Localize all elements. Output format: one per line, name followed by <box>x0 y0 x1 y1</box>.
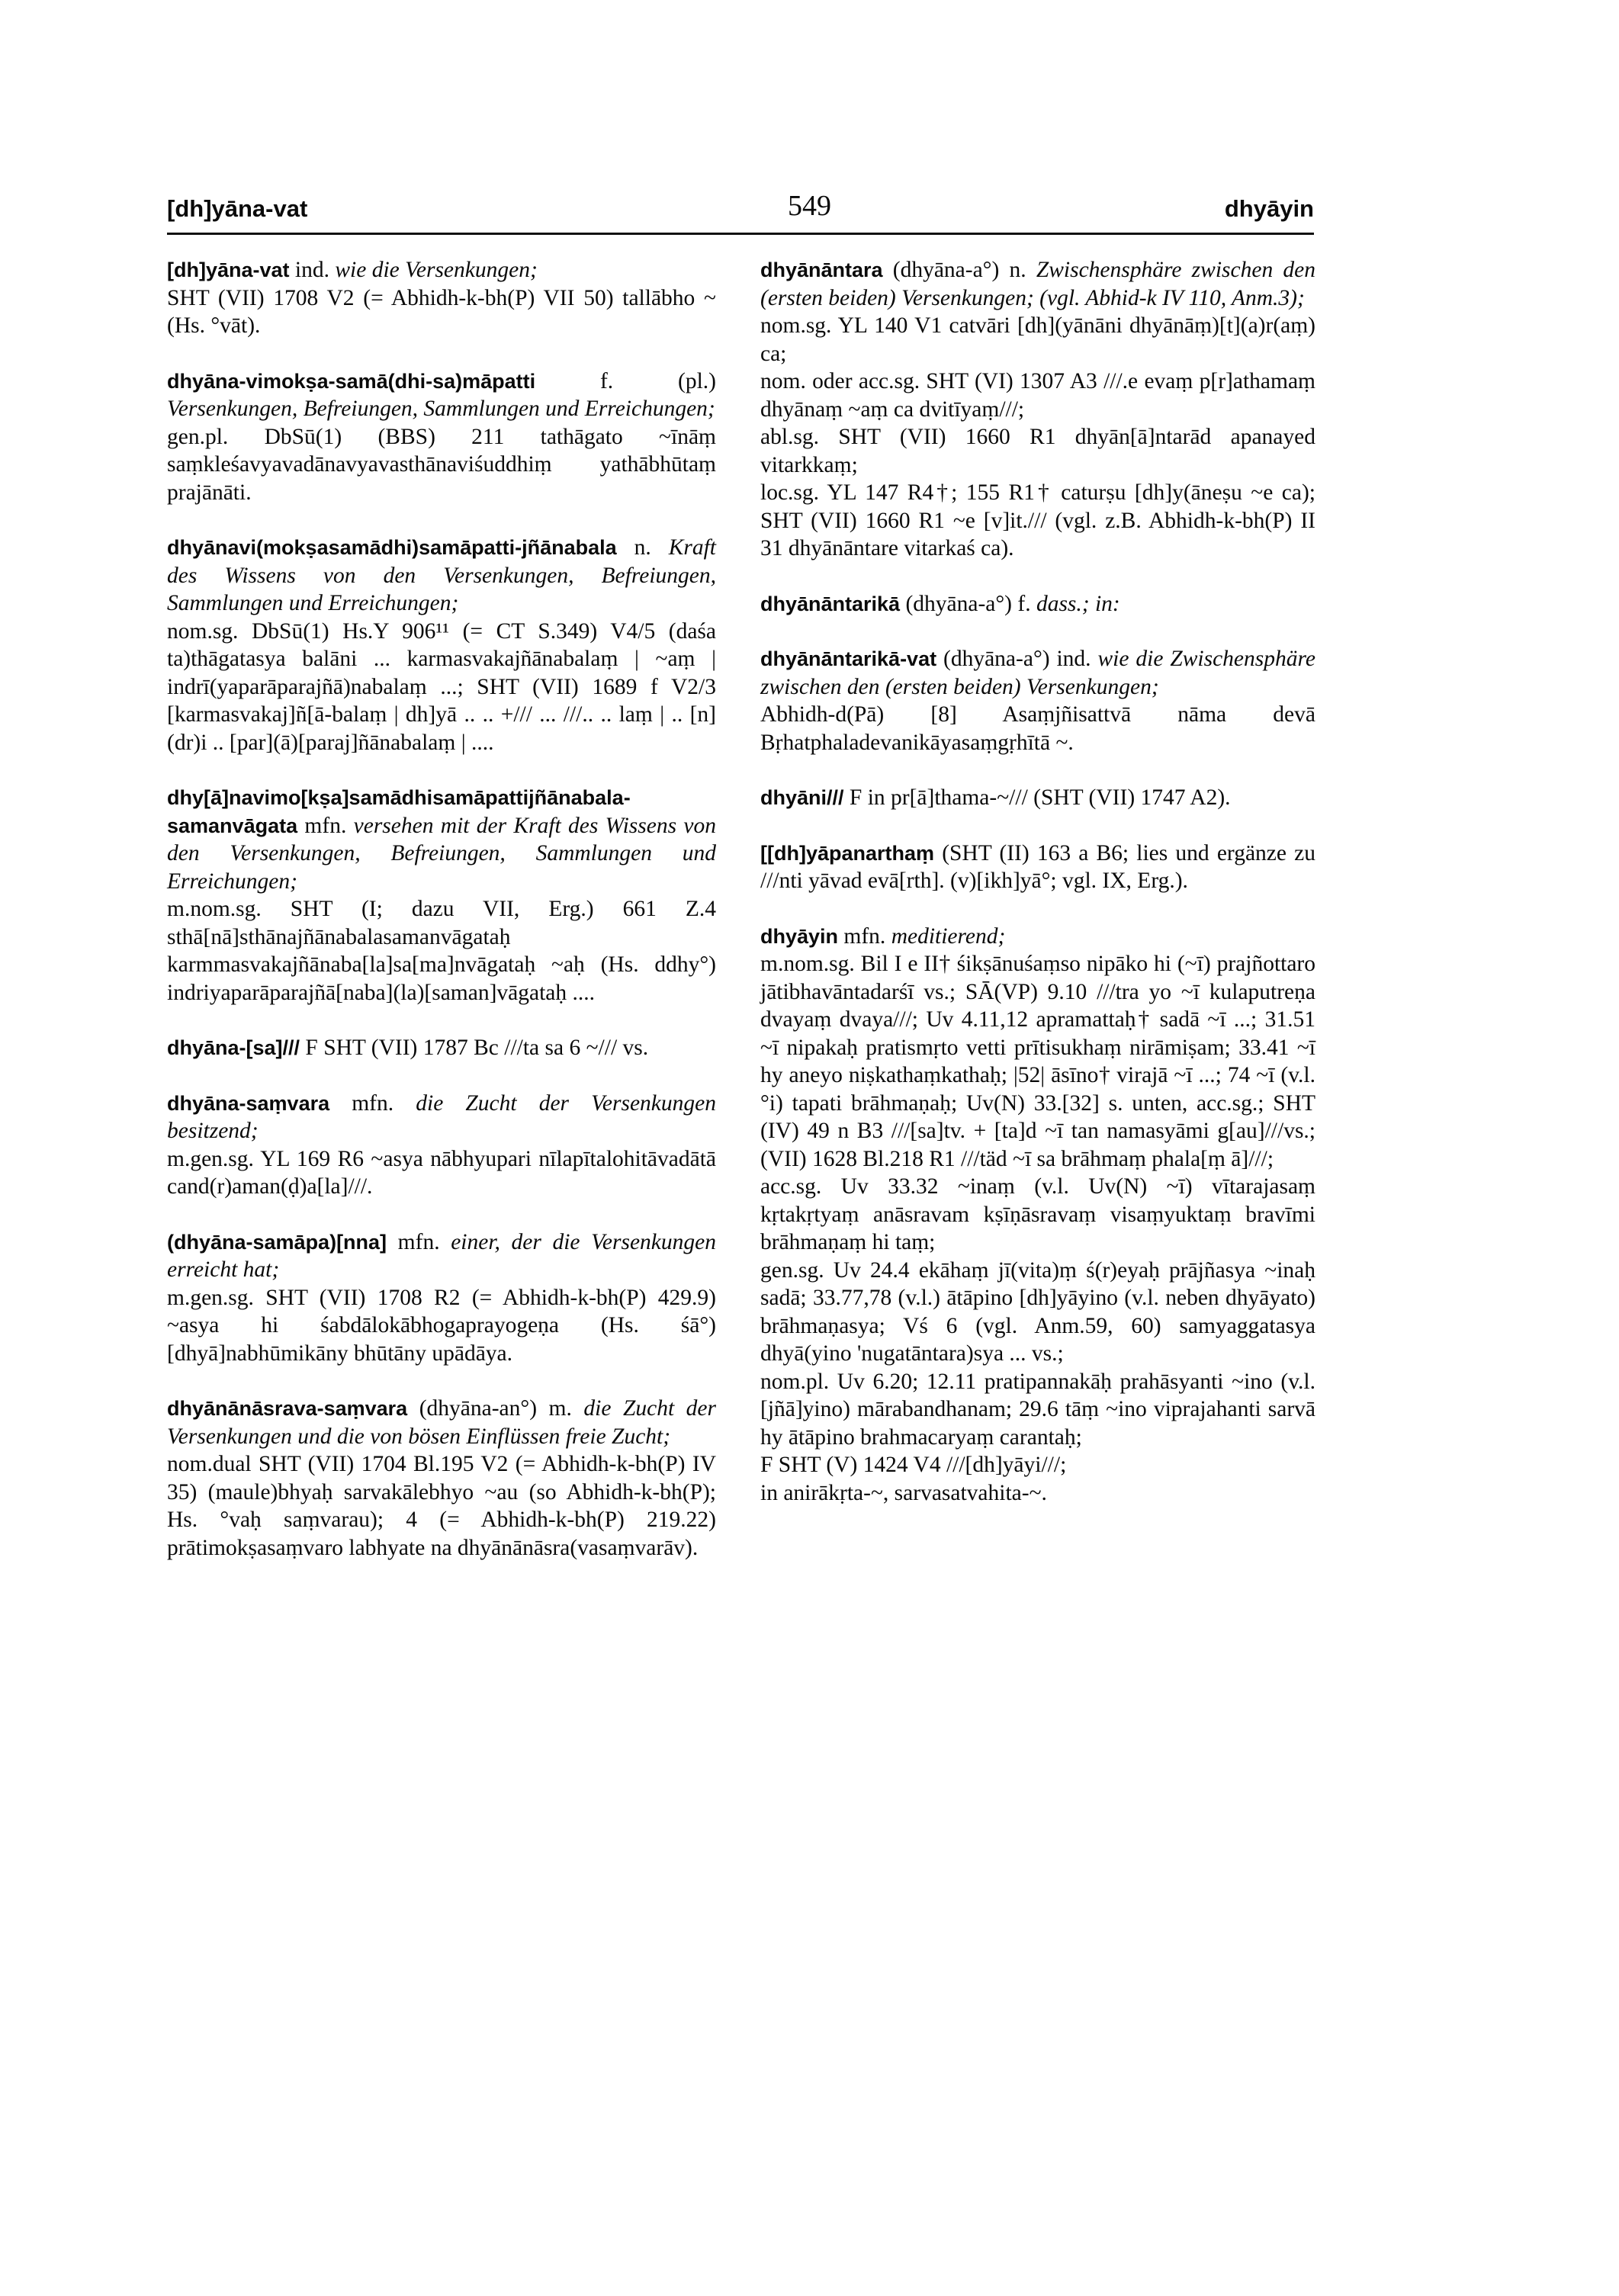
entry-citation: m.gen.sg. YL 169 R6 ~asya nābhyupari nīlapītalohitāvadātā cand(r)aman(ḍ)a[la]///. <box>167 1146 716 1199</box>
entry-lemma: dhyānāntarikā <box>760 592 901 615</box>
entry-citation: loc.sg. YL 147 R4†; 155 R1† caturṣu [dh]y(āneṣu ~e ca); SHT (VII) 1660 R1 ~e [v]it./// (vgl. z.B. Abhidh-k-bh(P) II 31 dhyānāntare vitarkaś ca). <box>760 480 1315 560</box>
entry-citation: Abhidh-d(Pā) [8] Asaṃjñisattvā nāma devā Bṛhatphaladevanikāyasaṃgṛhītā ~. <box>760 702 1315 755</box>
entry: [dh]yāna-vat ind. wie die Versenkungen; SHT (VII) 1708 V2 (= Abhidh-k-bh(P) VII 50) tallābho ~ (Hs. °vāt). <box>167 256 716 340</box>
entry: dhyānāntarikā (dhyāna-a°) f. dass.; in: <box>760 591 1120 616</box>
entry-lemma: dhyāna-[sa]/// <box>167 1036 300 1059</box>
entry: dhyāni/// F in pr[ā]thama-~/// (SHT (VII) 1747 A2). <box>760 785 1231 810</box>
entry-citation: in anirākṛta-~, sarvasatvahita-~. <box>760 1480 1047 1505</box>
entry-lemma: dhyānavi(mokṣasamādhi)samāpatti-jñānabala <box>167 536 617 559</box>
entry-lemma: (dhyāna-samāpa)[nna] <box>167 1230 387 1254</box>
entry: dhyānavi(mokṣasamādhi)samāpatti-jñānabala n. Kraft des Wissens von den Versenkungen, Befreiungen, Sammlungen und Erreichungen; nom.sg. DbSū(1) Hs.Y 906¹¹ (= CT S.349) V4/5 (daśa ta)thāgatasya balāni ... karmasvakajñānabalaṃ | ~aṃ | indrī(yaparāparajñā)nabalaṃ ...; SHT (VII) 1689 f V2/3 [karmasvakaj]ñ[ā-balaṃ | dh]yā .. .. +/// ... ///.. .. laṃ | .. [n](dr)i .. [par](ā)[paraj]ñānabalaṃ | .... <box>167 534 716 756</box>
entry: dhyānānāsrava-saṃvara (dhyāna-an°) m. die Zucht der Versenkungen und die von bösen Einflüssen freie Zucht; nom.dual SHT (VII) 1704 Bl.195 V2 (= Abhidh-k-bh(P) IV 35) (maule)bhyaḥ sarvakālebhyo ~au (so Abhidh-k-bh(P); Hs. °vaḥ saṃvarau); 4 (= Abhidh-k-bh(P) 219.22) prātimokṣasaṃvaro labhyate na dhyānānāsra(vasaṃvarāv). <box>167 1395 716 1562</box>
entry-citation: nom.dual SHT (VII) 1704 Bl.195 V2 (= Abhidh-k-bh(P) IV 35) (maule)bhyaḥ sarvakālebhyo ~au (so Abhidh-k-bh(P); Hs. °vaḥ saṃvarau); 4 (= Abhidh-k-bh(P) 219.22) prātimokṣasaṃvaro labhyate na dhyānānāsra(vasaṃvarāv). <box>167 1452 716 1560</box>
entry-lemma: [[dh]yāpanarthaṃ <box>760 841 935 865</box>
entry-citation: F SHT (V) 1424 V4 ///[dh]yāyi///; <box>760 1453 1067 1477</box>
entry: dhyāna-saṃvara mfn. die Zucht der Versenkungen besitzend; m.gen.sg. YL 169 R6 ~asya nābhyupari nīlapītalohitāvadātā cand(r)aman(ḍ)a[la]///. <box>167 1090 716 1201</box>
entry: [[dh]yāpanarthaṃ (SHT (II) 163 a B6; lies und ergänze zu ///nti yāvad evā[rth]. (v)[ikh]yā°; vgl. IX, Erg.). <box>760 840 1315 893</box>
entry-lemma: dhy[ā]navimo[kṣa]samādhisamāpattijñānabala-samanvāgata <box>167 786 631 837</box>
entry: dhy[ā]navimo[kṣa]samādhisamāpattijñānabala-samanvāgata mfn. versehen mit der Kraft des Wissens von den Versenkungen, Befreiungen, Sammlungen und Erreichungen; m.nom.sg. SHT (I; dazu VII, Erg.) 661 Z.4 sthā[nā]sthānajñānabalasamanvāgataḥ karmmasvakajñānaba[la]sa[ma]nvāgataḥ ~aḥ (Hs. ddhy°) indriyaparāparajñā[naba](la)[saman]vāgataḥ .... <box>167 784 716 1007</box>
entry-citation: acc.sg. Uv 33.32 ~inaṃ (v.l. Uv(N) ~ī) vītarajasaṃ kṛtakṛtyaṃ anāsravam kṣīṇāsravaṃ visaṃyuktaṃ bravīmi brāhmaṇaṃ hi taṃ; <box>760 1174 1315 1254</box>
entry-citation: nom.sg. YL 140 V1 catvāri [dh](yānāni dhyānāṃ)[t](a)r(aṃ) ca; <box>760 313 1315 366</box>
left-column <box>167 256 716 1589</box>
entry-citation: nom.sg. DbSū(1) Hs.Y 906¹¹ (= CT S.349) V4/5 (daśa ta)thāgatasya balāni ... karmasvakajñānabalaṃ | ~aṃ | indrī(yaparāparajñā)nabalaṃ ...; SHT (VII) 1689 f V2/3 [karmasvakaj]ñ[ā-balaṃ | dh]yā .. .. +/// ... ///.. .. laṃ | .. [n](dr)i .. [par](ā)[paraj]ñānabalaṃ | .... <box>167 618 716 755</box>
right-column <box>760 256 1315 1534</box>
entry-citation: nom. oder acc.sg. SHT (VI) 1307 A3 ///.e evaṃ p[r]athamaṃ dhyānaṃ ~aṃ ca dvitīyaṃ///; <box>760 369 1315 422</box>
entry-lemma: dhyānāntara <box>760 259 883 281</box>
entry-citation: SHT (VII) 1708 V2 (= Abhidh-k-bh(P) VII 50) tallābho ~ (Hs. °vāt). <box>167 285 716 338</box>
entry-citation: nom.pl. Uv 6.20; 12.11 pratipannakāḥ prahāsyanti ~ino (v.l. [jñā]yino) mārabandhanam; 29.6 tāṃ ~ino viprajahanti sarvā hy ātāpino brahmacaryaṃ carantaḥ; <box>760 1369 1315 1450</box>
entry-citation: m.gen.sg. SHT (VII) 1708 R2 (= Abhidh-k-bh(P) 429.9) ~asya hi śabdālokābhogaprayogeṇa (Hs. śā°) [dhyā]nabhūmikāny bhūtāny upādāya. <box>167 1285 716 1366</box>
entry: dhyāna-[sa]/// F SHT (VII) 1787 Bc ///ta sa 6 ~/// vs. <box>167 1036 649 1060</box>
entry-lemma: dhyānānāsrava-saṃvara <box>167 1397 408 1420</box>
entry-citation: gen.pl. DbSū(1) (BBS) 211 tathāgato ~īnāṃ saṃkleśavyavadānavyavasthānaviśuddhiṃ yathābhūtaṃ prajānāti. <box>167 424 716 505</box>
entry: dhyānāntarikā-vat (dhyāna-a°) ind. wie die Zwischensphäre zwischen den (ersten beiden) Versenkungen; Abhidh-d(Pā) [8] Asaṃjñisattvā nāma devā Bṛhatphaladevanikāyasaṃgṛhītā ~. <box>760 645 1315 756</box>
page-number: 549 <box>788 190 831 222</box>
entry-lemma: dhyāna-saṃvara <box>167 1091 330 1115</box>
header-right-catchword: dhyāyin <box>1224 195 1314 222</box>
entry-lemma: dhyāni/// <box>760 786 844 809</box>
entry-citation: m.nom.sg. Bil I e II† śikṣānuśaṃso nipāko hi (~ī) prajñottaro jātibhavāntadarśī vs.; SĀ(VP) 9.10 ///tra yo ~ī kulaputreṇa dvayaṃ dvaya///; Uv 4.11,12 apramattaḥ† sadā ~ī ...; 31.51 ~ī nipakaḥ pratismṛto vetti prītisukhaṃ nirāmiṣam; 33.41 ~ī hy aneyo niṣkathaṃkathaḥ; |52| āsīno† virajā ~ī ...; 74 ~ī (v.l. °i) tapati brāhmaṇaḥ; Uv(N) 33.[32] s. unten, acc.sg.; SHT (IV) 49 n B3 ///[sa]tv. + [ta]d ~ī tan namasyāmi g[au]///vs.; (VII) 1628 Bl.218 R1 ///täd ~ī sa brāhmaṃ phala[ṃ ā]///; <box>760 952 1315 1171</box>
entry-lemma: dhyāna-vimokṣa-samā(dhi-sa)māpatti <box>167 369 536 393</box>
entry: (dhyāna-samāpa)[nna] mfn. einer, der die Versenkungen erreicht hat; m.gen.sg. SHT (VII) 1708 R2 (= Abhidh-k-bh(P) 429.9) ~asya hi śabdālokābhogaprayogeṇa (Hs. śā°) [dhyā]nabhūmikāny bhūtāny upādāya. <box>167 1228 716 1368</box>
header-left-catchword: [dh]yāna-vat <box>167 195 308 222</box>
entry: dhyānāntara (dhyāna-a°) n. Zwischensphäre zwischen den (ersten beiden) Versenkungen; (vgl. Abhid-k IV 110, Anm.3); nom.sg. YL 140 V1 catvāri [dh](yānāni dhyānāṃ)[t](a)r(aṃ) ca; nom. oder acc.sg. SHT (VI) 1307 A3 ///.e evaṃ p[r]athamaṃ dhyānaṃ ~aṃ ca dvitīyaṃ///; abl.sg. SHT (VII) 1660 R1 dhyān[ā]ntarād apanayed vitarkkaṃ; loc.sg. YL 147 R4†; 155 R1† caturṣu [dh]y(āneṣu ~e ca); SHT (VII) 1660 R1 ~e [v]it./// (vgl. z.B. Abhidh-k-bh(P) II 31 dhyānāntare vitarkaś ca). <box>760 256 1315 563</box>
entry-lemma: [dh]yāna-vat <box>167 259 290 281</box>
entry: dhyāna-vimokṣa-samā(dhi-sa)māpatti f. (pl.) Versenkungen, Befreiungen, Sammlungen und Erreichungen; gen.pl. DbSū(1) (BBS) 211 tathāgato ~īnāṃ saṃkleśavyavadānavyavasthānaviśuddhiṃ yathābhūtaṃ prajānāti. <box>167 368 716 507</box>
running-header <box>0 185 1619 238</box>
entry-citation: gen.sg. Uv 24.4 ekāhaṃ jī(vita)ṃ ś(r)eyaḥ prājñasya ~inaḥ sadā; 33.77,78 (v.l.) ātāpino [dh]yāyino (v.l. neben dhyāyato) brāhmaṇasya; Vś 6 (vgl. Anm.59, 60) samyaggatasya dhyā(yino 'nugatāntara)sya ... vs.; <box>760 1257 1315 1366</box>
entry-lemma: dhyāyin <box>760 924 839 948</box>
entry: dhyāyin mfn. meditierend; m.nom.sg. Bil I e II† śikṣānuśaṃso nipāko hi (~ī) prajñottaro jātibhavāntadarśī vs.; SĀ(VP) 9.10 ///tra yo ~ī kulaputreṇa dvayaṃ dvaya///; Uv 4.11,12 apramattaḥ† sadā ~ī ...; 31.51 ~ī nipakaḥ pratismṛto vetti prītisukhaṃ nirāmiṣam; 33.41 ~ī hy aneyo niṣkathaṃkathaḥ; |52| āsīno† virajā ~ī ...; 74 ~ī (v.l. °i) tapati brāhmaṇaḥ; Uv(N) 33.[32] s. unten, acc.sg.; SHT (IV) 49 n B3 ///[sa]tv. + [ta]d ~ī tan namasyāmi g[au]///vs.; (VII) 1628 Bl.218 R1 ///täd ~ī sa brāhmaṃ phala[ṃ ā]///; acc.sg. Uv 33.32 ~inaṃ (v.l. Uv(N) ~ī) vītarajasaṃ kṛtakṛtyaṃ anāsravam kṣīṇāsravaṃ visaṃyuktaṃ bravīmi brāhmaṇaṃ hi taṃ; gen.sg. Uv 24.4 ekāhaṃ jī(vita)ṃ ś(r)eyaḥ prājñasya ~inaḥ sadā; 33.77,78 (v.l.) ātāpino [dh]yāyino (v.l. neben dhyāyato) brāhmaṇasya; Vś 6 (vgl. Anm.59, 60) samyaggatasya dhyā(yino 'nugatāntara)sya ... vs.; nom.pl. Uv 6.20; 12.11 pratipannakāḥ prahāsyanti ~ino (v.l. [jñā]yino) mārabandhanam; 29.6 tāṃ ~ino viprajahanti sarvā hy ātāpino brahmacaryaṃ carantaḥ; F SHT (V) 1424 V4 ///[dh]yāyi///; in anirākṛta-~, sarvasatvahita-~. <box>760 923 1315 1508</box>
entry-citation: abl.sg. SHT (VII) 1660 R1 dhyān[ā]ntarād apanayed vitarkkaṃ; <box>760 425 1315 477</box>
entry-lemma: dhyānāntarikā-vat <box>760 647 937 670</box>
header-rule <box>167 233 1314 235</box>
entry-citation: m.nom.sg. SHT (I; dazu VII, Erg.) 661 Z.4 sthā[nā]sthānajñānabalasamanvāgataḥ karmmasvakajñānaba[la]sa[ma]nvāgataḥ ~aḥ (Hs. ddhy°) indriyaparāparajñā[naba](la)[saman]vāgataḥ .... <box>167 897 716 1005</box>
